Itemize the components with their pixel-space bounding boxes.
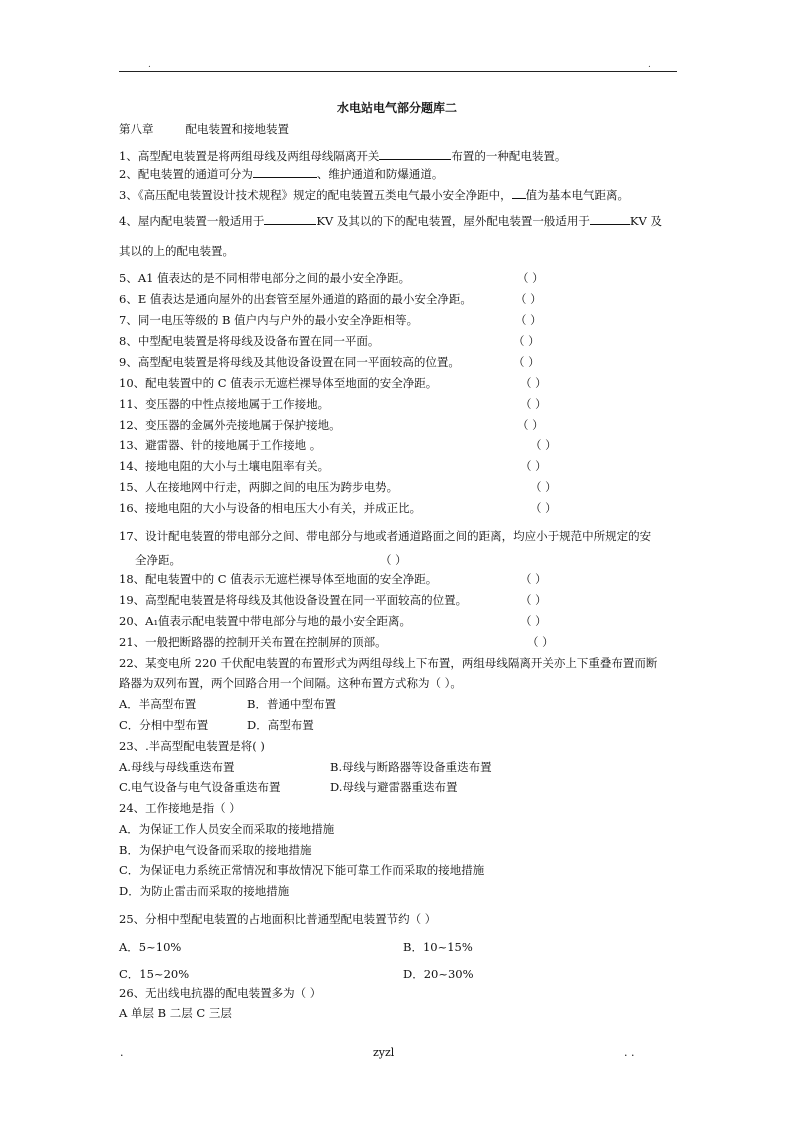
answer-paren: （ ） bbox=[520, 593, 547, 607]
question-22: 22、某变电所 220 千伏配电装置的布置形式为两组母线上下布置，两组母线隔离开关亦上下重叠布置而断 bbox=[119, 656, 658, 670]
question-4 bbox=[119, 213, 662, 229]
option-c: C．15~20% bbox=[119, 967, 190, 981]
option-c: C.电气设备与电气设备重迭布置 bbox=[119, 780, 281, 794]
question-17: 17、设计配电装置的带电部分之间、带电部分与地或者通道路面之间的距离，均应小于规范中所规定的安 bbox=[119, 529, 652, 543]
header-left-dot: . bbox=[148, 60, 151, 70]
answer-paren: （ ） bbox=[513, 355, 540, 369]
question-12: 12、变压器的金属外壳接地属于保护接地。 bbox=[119, 418, 341, 432]
question-2 bbox=[119, 166, 443, 182]
question-26-options: A 单层 B 二层 C 三层 bbox=[119, 1006, 232, 1020]
question-1 bbox=[119, 148, 566, 164]
footer-left-dot: . bbox=[120, 1046, 124, 1059]
answer-paren: （ ） bbox=[517, 418, 544, 432]
question-6: 6、E 值表达是通向屋外的出套管至屋外通道的路面的最小安全净距。 bbox=[119, 292, 472, 306]
header-rule bbox=[119, 71, 677, 72]
question-21: 21、一般把断路器的控制开关布置在控制屏的顶部。 bbox=[119, 635, 387, 649]
header-right-dot: . bbox=[648, 60, 651, 70]
question-text: 、维护通道和防爆通道。 bbox=[316, 167, 444, 181]
question-text: 3、《高压配电装置设计技术规程》规定的配电装置五类电气最小安全净距中， bbox=[119, 188, 512, 202]
option-b: B.母线与断路器等设备重迭布置 bbox=[330, 760, 492, 774]
question-text: 布置的一种配电装置。 bbox=[451, 149, 567, 163]
question-22-continued: 路器为双列布置，两个回路合用一个间隔。这种布置方式称为（ ）。 bbox=[119, 676, 462, 690]
answer-paren: （ ） bbox=[380, 553, 407, 567]
question-7: 7、同一电压等级的 B 值户内与户外的最小安全净距相等。 bbox=[119, 313, 419, 327]
answer-paren: （ ） bbox=[520, 459, 547, 473]
question-20: 20、A₁值表示配电装置中带电部分与地的最小安全距离。 bbox=[119, 614, 412, 628]
question-3 bbox=[119, 187, 629, 203]
question-text: 值为基本电气距离。 bbox=[525, 188, 630, 202]
question-9: 9、高型配电装置是将母线及其他设备设置在同一平面较高的位置。 bbox=[119, 355, 460, 369]
option-a: A．5~10% bbox=[119, 940, 182, 954]
answer-paren: （ ） bbox=[520, 376, 547, 390]
answer-paren: （ ） bbox=[520, 397, 547, 411]
option-d: D．20~30% bbox=[403, 967, 474, 981]
chapter-number: 第八章 bbox=[119, 122, 154, 136]
answer-blank bbox=[379, 149, 451, 160]
question-text: 4、屋内配电装置一般适用于 bbox=[119, 214, 265, 228]
question-8: 8、中型配电装置是将母线及设备布置在同一平面。 bbox=[119, 334, 380, 348]
option-c: C．为保证电力系统正常情况和事故情况下能可靠工作而采取的接地措施 bbox=[119, 863, 485, 877]
option-d: D．高型布置 bbox=[247, 718, 314, 732]
question-13: 13、避雷器、针的接地属于工作接地 。 bbox=[119, 438, 322, 452]
question-26: 26、无出线电抗器的配电装置多为（ ） bbox=[119, 986, 322, 1000]
question-16: 16、接地电阻的大小与设备的相电压大小有关，并成正比。 bbox=[119, 501, 422, 515]
answer-blank bbox=[512, 188, 526, 199]
answer-paren: （ ） bbox=[520, 572, 547, 586]
option-c: C．分相中型布置 bbox=[119, 718, 209, 732]
answer-paren: （ ） bbox=[517, 271, 544, 285]
answer-paren: （ ） bbox=[515, 313, 542, 327]
question-text: 1、高型配电装置是将两组母线及两组母线隔离开关 bbox=[119, 149, 380, 163]
chapter-heading bbox=[119, 121, 289, 137]
footer-label: zyzl bbox=[373, 1046, 395, 1059]
option-b: B．为保护电气设备而采取的接地措施 bbox=[119, 843, 312, 857]
option-a: A．半高型布置 bbox=[119, 697, 197, 711]
option-d: D．为防止雷击而采取的接地措施 bbox=[119, 884, 290, 898]
question-15: 15、人在接地网中行走，两脚之间的电压为跨步电势。 bbox=[119, 480, 399, 494]
question-25: 25、分相中型配电装置的占地面积比普通型配电装置节约（ ） bbox=[119, 912, 437, 926]
question-17-continued: 全净距。 bbox=[135, 553, 181, 567]
question-text: 2、配电装置的通道可分为 bbox=[119, 167, 253, 181]
question-11: 11、变压器的中性点接地属于工作接地。 bbox=[119, 397, 330, 411]
question-text: KV 及其以的下的配电装置，屋外配电装置一般适用于 bbox=[316, 214, 590, 228]
question-23: 23、.半高型配电装置是将( ) bbox=[119, 739, 265, 753]
question-14: 14、接地电阻的大小与土壤电阻率有关。 bbox=[119, 459, 330, 473]
answer-paren: （ ） bbox=[513, 334, 540, 348]
answer-paren: （ ） bbox=[515, 292, 542, 306]
option-a: A.母线与母线重迭布置 bbox=[119, 760, 235, 774]
option-b: B．普通中型布置 bbox=[247, 697, 336, 711]
page-title: 水电站电气部分题库二 bbox=[336, 101, 457, 115]
option-b: B．10~15% bbox=[403, 940, 473, 954]
answer-paren: （ ） bbox=[527, 635, 554, 649]
question-10: 10、配电装置中的 C 值表示无遮栏裸导体至地面的安全净距。 bbox=[119, 376, 438, 390]
question-5: 5、A1 值表达的是不同相带电部分之间的最小安全净距。 bbox=[119, 271, 411, 285]
question-19: 19、高型配电装置是将母线及其他设备设置在同一平面较高的位置。 bbox=[119, 593, 468, 607]
answer-blank bbox=[590, 214, 630, 225]
chapter-name: 配电装置和接地装置 bbox=[185, 122, 289, 136]
option-a: A．为保证工作人员安全而采取的接地措施 bbox=[119, 822, 335, 836]
footer-right-dots: . . bbox=[624, 1046, 635, 1059]
option-d: D.母线与避雷器重迭布置 bbox=[330, 780, 458, 794]
question-24: 24、工作接地是指（ ） bbox=[119, 801, 241, 815]
answer-paren: （ ） bbox=[530, 501, 557, 515]
answer-blank bbox=[253, 167, 317, 178]
question-4-continued: 其以的上的配电装置。 bbox=[119, 244, 234, 258]
answer-paren: （ ） bbox=[530, 438, 557, 452]
answer-paren: （ ） bbox=[520, 614, 547, 628]
question-text: KV 及 bbox=[629, 214, 662, 228]
answer-paren: （ ） bbox=[530, 480, 557, 494]
question-18: 18、配电装置中的 C 值表示无遮栏裸导体至地面的安全净距。 bbox=[119, 572, 438, 586]
answer-blank bbox=[264, 214, 316, 225]
